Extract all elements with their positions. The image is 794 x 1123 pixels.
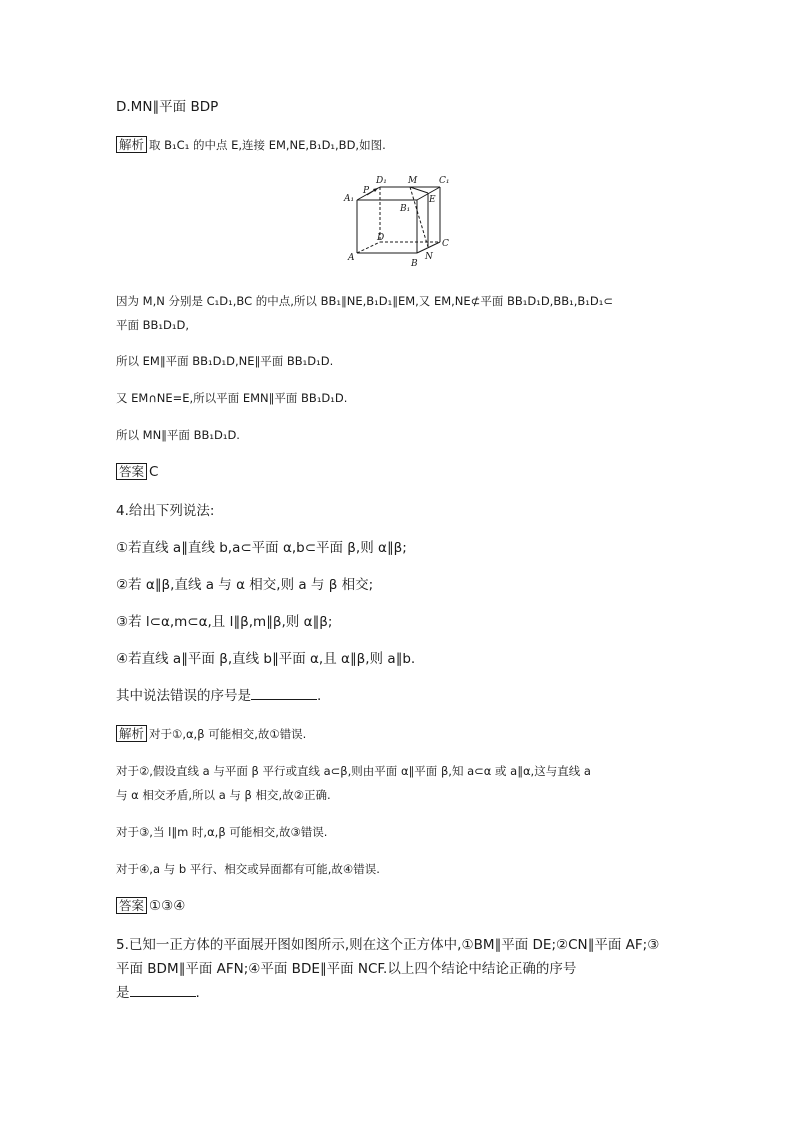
q4-statement-3: ③若 l⊂α,m⊂α,且 l∥β,m∥β,则 α∥β;	[116, 614, 333, 630]
q4-solution-4: 对于④,a 与 b 平行、相交或异面都有可能,故④错误.	[116, 862, 380, 876]
label-e: E	[429, 195, 436, 205]
jiexi-label: 解析	[116, 725, 147, 742]
label-d1: D₁	[376, 176, 387, 186]
q5-line2: 平面 BDM∥平面 AFN;④平面 BDE∥平面 NCF.以上四个结论中结论正确的序号	[116, 961, 577, 977]
q4-solution-2a: 对于②,假设直线 a 与平面 β 平行或直线 a⊂β,则由平面 α∥平面 β,知 a⊂α 或 a∥α,这与直线 a	[116, 764, 591, 778]
q3-solution-line4: 又 EM∩NE=E,所以平面 EMN∥平面 BB₁D₁D.	[116, 391, 348, 405]
q4-answer	[116, 897, 706, 915]
q3-answer-value: C	[149, 464, 159, 480]
q4-solution-1	[116, 725, 706, 743]
label-a1: A₁	[344, 194, 355, 204]
q4-solution-2b: 与 α 相交矛盾,所以 a 与 β 相交,故②正确.	[116, 788, 331, 802]
q4-prompt: 其中说法错误的序号是 .	[116, 688, 322, 704]
q4-statement-2: ②若 α∥β,直线 a 与 α 相交,则 a 与 β 相交;	[116, 577, 374, 593]
q4-title: 4.给出下列说法:	[116, 503, 215, 519]
q5-line1: 5.已知一正方体的平面展开图如图所示,则在这个正方体中,①BM∥平面 DE;②CN∥平面 AF;③	[116, 937, 660, 953]
q3-answer	[116, 463, 706, 481]
q3-solution-line1: 因为 M,N 分别是 C₁D₁,BC 的中点,所以 BB₁∥NE,B₁D₁∥EM,又 EM,NE⊄平面 BB₁D₁D,BB₁,B₁D₁⊂	[116, 294, 613, 308]
answer-blank	[130, 984, 196, 997]
answer-blank	[251, 687, 317, 700]
label-m: M	[408, 176, 418, 186]
label-b1: B₁	[400, 204, 411, 214]
label-c: C	[442, 239, 449, 249]
answer-label: 答案	[116, 463, 147, 480]
cube-diagram	[340, 170, 460, 270]
label-n: N	[425, 252, 433, 262]
q4-solution-3: 对于③,当 l∥m 时,α,β 可能相交,故③错误.	[116, 825, 328, 839]
q5-line3: 是 .	[116, 985, 200, 1001]
label-b: B	[411, 259, 418, 269]
q4-solution-text: 对于①,α,β 可能相交,故①错误.	[149, 727, 307, 741]
label-p: P	[363, 186, 370, 196]
q3-solution-line3: 所以 EM∥平面 BB₁D₁D,NE∥平面 BB₁D₁D.	[116, 354, 334, 368]
q4-statement-1: ①若直线 a∥直线 b,a⊂平面 α,b⊂平面 β,则 α∥β;	[116, 540, 407, 556]
option-d: D.MN∥平面 BDP	[116, 99, 219, 115]
q3-solution-line2: 平面 BB₁D₁D,	[116, 318, 190, 332]
jiexi-label: 解析	[116, 136, 147, 153]
q5-line3-text: 是	[116, 985, 130, 1001]
q3-solution-intro	[116, 136, 706, 154]
label-d: D	[377, 233, 385, 243]
answer-label: 答案	[116, 897, 147, 914]
q3-solution-line5: 所以 MN∥平面 BB₁D₁D.	[116, 428, 240, 442]
cube-figure	[340, 170, 460, 270]
label-a: A	[348, 253, 355, 263]
q4-statement-4: ④若直线 a∥平面 β,直线 b∥平面 α,且 α∥β,则 a∥b.	[116, 651, 416, 667]
q3-solution-text: 取 B₁C₁ 的中点 E,连接 EM,NE,B₁D₁,BD,如图.	[149, 138, 386, 152]
q4-answer-value: ①③④	[149, 898, 186, 914]
q4-prompt-text: 其中说法错误的序号是	[116, 688, 251, 704]
label-c1: C₁	[439, 176, 450, 186]
